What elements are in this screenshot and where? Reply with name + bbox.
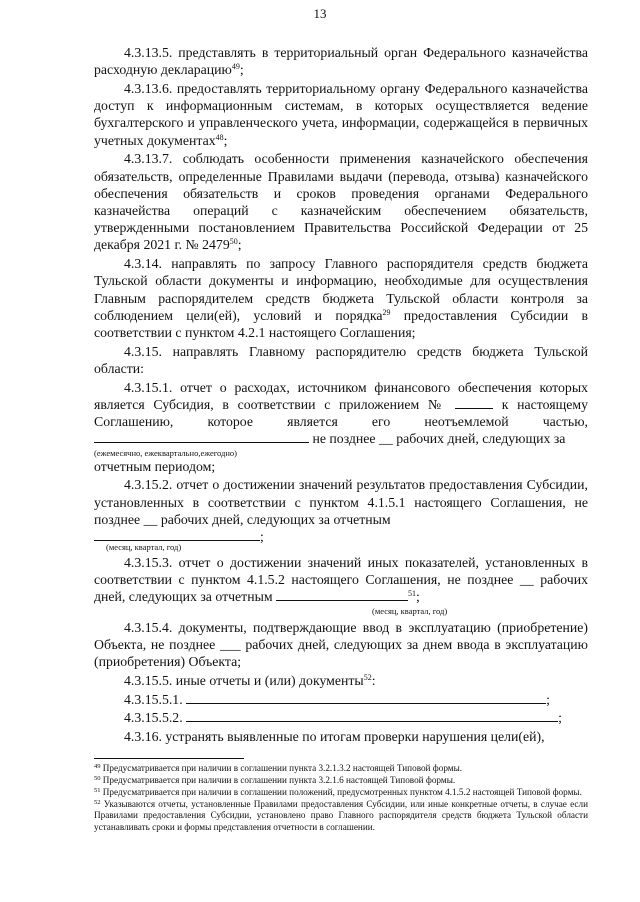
footnote-number: 51 [94,786,101,794]
footnote-text: Указываются отчеты, установленные Правилами предоставления Субсидии, или иные конкретные отчеты, в случае если Правилами предоставления Субсидии, установлено право Главного распорядителя средств бюджета Тульской области устанавливать сроки и формы представления отчетности в соглашении. [94,798,588,832]
paragraph-4-3-15-5-2 [94,709,588,726]
footnotes [94,758,588,833]
paragraph-4-3-15-3 [94,554,588,606]
paragraph-text-cont: к настоящему Соглашению, которое является его неотъемлемой частью, [94,397,588,430]
footnote-number: 49 [94,763,101,770]
punctuation: : [371,672,376,688]
paragraph-text-cont: рабочих дней, следующих за отчетным [94,572,588,605]
paragraph-4-3-13-7: 4.3.13.7. соблюдать особенности применения казначейского обеспечения обязательств, определенные Правилами выдачи (перевода, отзыва) казначейского обеспечения обязательств и сроков проведения органами Федерального казначейства операций с казначейским обеспечением обязательств, утвержденными постановлением Правительства Российской Федерации от 25 декабря 2021 г. № 2479$^{50}$; [94,151,588,253]
paragraph-text: 4.3.13.6. предоставлять территориальному органу Федерального казначейства доступ к информационным системам, в которых осуществляется ведение бухгалтерского и управленческого учета, информации, содержащейся в первичных учетных документах [94,81,588,148]
punctuation: ; [416,589,420,605]
footnote-number: 50 [94,774,101,782]
paragraph-4-3-15-5 [94,672,588,689]
paragraph-4-3-15-5-1 [94,691,588,708]
paragraph-text: 4.3.13.5. представлять в территориальный орган Федерального казначейства расходную декларацию [94,45,588,78]
footnote-ref: 29 [382,307,391,317]
paragraph-text: 4.3.16. устранять выявленные по итогам проверки нарушения цели(ей), [124,729,545,745]
paragraph-4-3-13-6: 4.3.13.6. предоставлять территориальному органу Федерального казначейства доступ к информационным системам, в которых осуществляется ведение бухгалтерского и управленческого учета, информации, содержащейся в первичных учетных документах$^{48}$; [94,81,588,148]
punctuation: ; [260,529,264,545]
paragraph-4-3-15-4 [94,619,588,671]
paragraph-4-3-15-1 [94,379,588,448]
period-blank [276,588,408,601]
paragraph-text: 4.3.13.7. соблюдать особенности применения казначейского обеспечения обязательств, определенные Правилами выдачи (перевода, отзыва) казначейского обеспечения обязательств и сроков проведения органами Федерального казначейства операций с казначейским обеспечением обязательств, утвержденными постановлением Правительства Российской Федерации от 25 декабря 2021 г. № 2479 [94,151,588,253]
paragraph-text-cont: не позднее __ рабочих дней, следующих за [312,431,566,447]
period-blank [94,528,260,541]
paragraph-text: 4.3.15. направлять Главному распорядителю средств бюджета Тульской области: [94,343,588,377]
page-number: 13 [313,6,327,21]
footnote-text: Предусматривается при наличии в соглашении пункта 3.2.1.6 настоящей Типовой формы. [100,774,456,785]
footnote-ref: 50 [229,237,238,247]
period-hint: (ежемесячно, ежеквартально,ежегодно) [94,447,238,458]
report-blank [186,709,558,722]
paragraph-text: 4.3.15.5. иные отчеты и (или) документы [124,672,364,688]
paragraph-4-3-16 [94,728,588,745]
footnote [94,799,588,833]
footnote [94,787,588,798]
footnote-ref: 52 [363,672,372,682]
appendix-number-blank [455,396,493,409]
report-blank [186,691,546,704]
paragraph-text: 4.3.15.5.1. [124,691,183,707]
paragraph-text: 4.3.15.4. документы, подтверждающие ввод в эксплуатацию (приобретение) Объекта, не позднее ___ рабочих дней, следующих за днем ввода в эксплуатацию (приобретения) Объекта; [94,619,588,670]
footnote-number: 52 [94,798,101,806]
paragraph-text: 4.3.14. направлять по запросу Главного распорядителя средств бюджета Тульской области документы и информацию, необходимые для осуществления Главным распорядителем средств бюджета Тульской области контроля за соблюдением цели(ей), условий и порядка [94,256,588,323]
footnote-divider [94,758,244,759]
period-hint: (месяц, квартал, год) [372,605,448,616]
paragraph-text: 4.3.15.3. отчет о достижении значений иных показателей, установленных в соответствии с пунктом 4.1.5.2 настоящего Соглашения, не позднее __ [94,555,588,588]
footnote-text: Предусматривается при наличии в соглашении пункта 3.2.1.3.2 настоящей Типовой формы. [100,763,463,773]
paragraph-4-3-15 [94,343,588,377]
paragraph-4-3-13-5: 4.3.13.5. представлять в территориальный орган Федерального казначейства расходную декларацию$^{49}$; [94,45,588,78]
footnote [94,763,588,774]
document-body [94,44,588,747]
footnote-ref: 51 [408,589,417,599]
paragraph-text: 4.3.15.1. отчет о расходах, источником финансового обеспечения которых является Субсидия, в соответствии с приложением № [94,379,588,413]
paragraph-text-cont: предоставления Субсидии в соответствии с пунктом 4.2.1 настоящего Соглашения; [94,307,588,341]
paragraph-4-3-14 [94,255,588,341]
footnote-ref: 48 [215,132,224,142]
punctuation: ; [558,710,562,726]
paragraph-text-end: отчетным периодом; [94,458,216,474]
footnote [94,775,588,786]
period-line [94,528,588,545]
paragraph-4-3-15-2 [94,476,588,528]
footnote-text: Предусматривается при наличии в соглашении положений, предусмотренных пунктом 4.1.5.2 настоящей Типовой формы. [100,786,582,797]
period-hint: (месяц, квартал, год) [106,542,182,553]
paragraph-text: 4.3.15.2. отчет о достижении значений результатов предоставления Субсидии, установленных в соответствии с пунктом 4.1.5.1 настоящего Соглашения, не позднее __ рабочих дней, следующих за отчетным [94,477,588,527]
footnote-ref: 49 [231,62,240,72]
punctuation: ; [546,691,550,707]
period-blank [94,430,309,443]
paragraph-text: 4.3.15.5.2. [124,710,183,726]
